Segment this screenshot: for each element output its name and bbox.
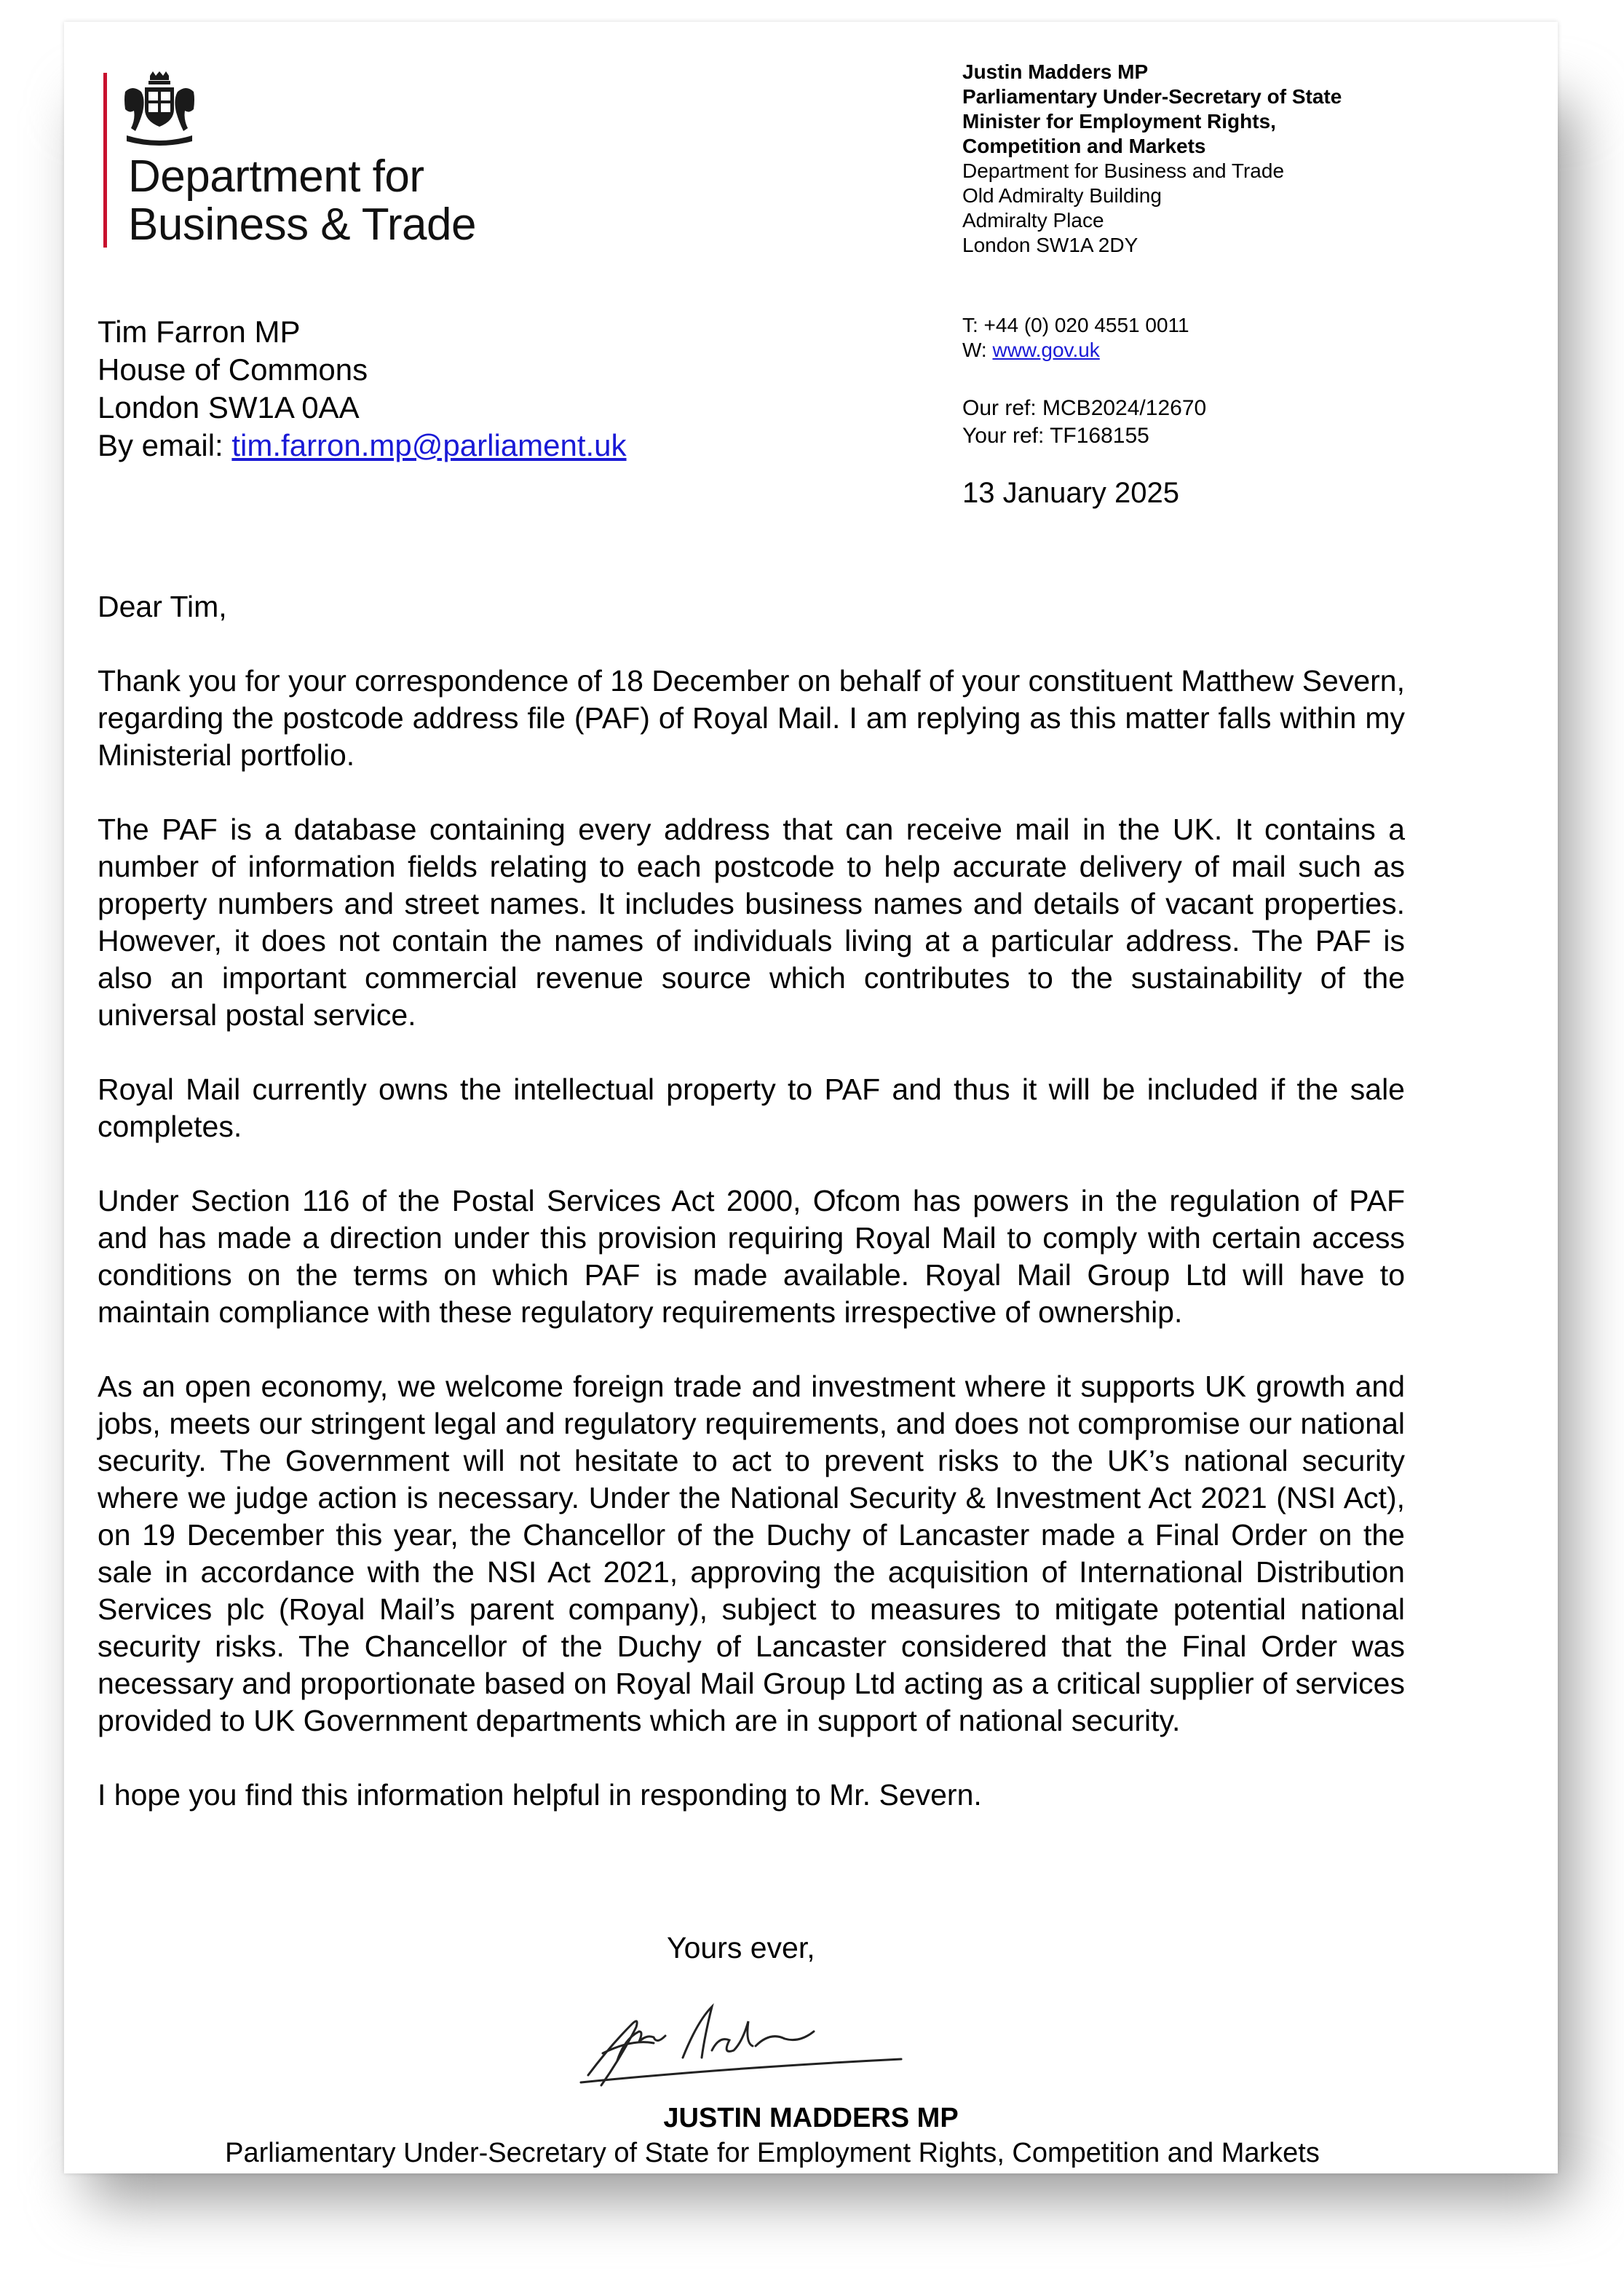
handwritten-signature <box>574 1988 916 2097</box>
logo-line2: Business & Trade <box>128 200 476 250</box>
signatory-title: Parliamentary Under-Secretary of State for Employment Rights, Competition and Markets <box>225 2138 1320 2168</box>
website-line <box>962 338 1189 363</box>
our-ref: Our ref: MCB2024/12670 <box>962 396 1207 420</box>
sender-address-line: Old Admiralty Building <box>962 184 1162 207</box>
body-paragraph: Thank you for your correspondence of 18 December on behalf of your constituent Matthew Severn, regarding the postcode address file (PAF) of Royal Mail. I am replying as this matter falls within my Ministerial portfolio. <box>98 664 1405 772</box>
reference-block <box>962 395 1206 450</box>
recipient-address-line: House of Commons <box>98 352 368 387</box>
website-link[interactable]: www.gov.uk <box>992 339 1100 361</box>
letter-page <box>64 22 1558 2173</box>
recipient-email-line <box>98 427 627 465</box>
sender-address-line: Department for Business and Trade <box>962 159 1285 182</box>
letter-body <box>98 588 1405 1851</box>
phone-number: T: +44 (0) 020 4551 0011 <box>962 314 1189 336</box>
sender-address-line: Admiralty Place <box>962 209 1104 232</box>
signatory-name: JUSTIN MADDERS MP <box>663 2103 959 2133</box>
contact-block <box>962 313 1189 363</box>
sender-role: Competition and Markets <box>962 135 1206 157</box>
body-paragraph: Under Section 116 of the Postal Services Act 2000, Ofcom has powers in the regulation of PAF and has made a direction under this provision requiring Royal Mail to comply with certain access conditions on the terms on which PAF is made available. Royal Mail Group Ltd will have to maintain compliance with these regulatory requirements irrespective of ownership. <box>98 1184 1405 1329</box>
logo-line1: Department for <box>128 151 424 202</box>
email-label: By email: <box>98 428 232 462</box>
your-ref: Your ref: TF168155 <box>962 424 1149 448</box>
sender-role: Minister for Employment Rights, <box>962 110 1276 133</box>
body-paragraph: As an open economy, we welcome foreign trade and investment where it supports UK growth and jobs, meets our stringent legal and regulatory requirements, and does not compromise our national security. The Government will not hesitate to act to prevent risks to the UK’s national security where we judge action is necessary. Under the National Security & Investment Act 2021 (NSI Act), on 19 December this year, the Chancellor of the Duchy of Lancaster made a Final Order on the sale in accordance with the NSI Act 2021, approving the acquisition of International Distribution Services plc (Royal Mail’s parent company), subject to measures to mitigate potential national security risks. The Chancellor of the Duchy of Lancaster considered that the Final Order was necessary and proportionate based on Royal Mail Group Ltd acting as a critical supplier of services provided to UK Government departments which are in support of national security. <box>98 1370 1405 1737</box>
royal-crest-icon <box>119 70 199 150</box>
salutation: Dear Tim, <box>98 590 227 623</box>
sender-block <box>962 60 1472 258</box>
recipient-email-link[interactable]: tim.farron.mp@parliament.uk <box>231 428 627 462</box>
recipient-name: Tim Farron MP <box>98 315 301 349</box>
closing: Yours ever, <box>667 1931 815 1964</box>
letter-date: 13 January 2025 <box>962 477 1180 509</box>
sender-name: Justin Madders MP <box>962 60 1149 83</box>
sender-role: Parliamentary Under-Secretary of State <box>962 85 1342 108</box>
department-name <box>128 153 536 249</box>
logo-red-bar <box>103 73 107 248</box>
recipient-address-line: London SW1A 0AA <box>98 390 360 424</box>
recipient-block <box>98 313 627 465</box>
body-paragraph: I hope you find this information helpful in responding to Mr. Severn. <box>98 1778 982 1812</box>
website-label: W: <box>962 339 993 361</box>
sender-address-line: London SW1A 2DY <box>962 234 1138 256</box>
body-paragraph: The PAF is a database containing every address that can receive mail in the UK. It contains a number of information fields relating to each postcode to help accurate delivery of mail such as property numbers and street names. It includes business names and details of vacant properties. However, it does not contain the names of individuals living at a particular address. The PAF is also an important commercial revenue source which contributes to the sustainability of the universal postal service. <box>98 813 1405 1032</box>
body-paragraph: Royal Mail currently owns the intellectual property to PAF and thus it will be included if the sale completes. <box>98 1073 1405 1143</box>
